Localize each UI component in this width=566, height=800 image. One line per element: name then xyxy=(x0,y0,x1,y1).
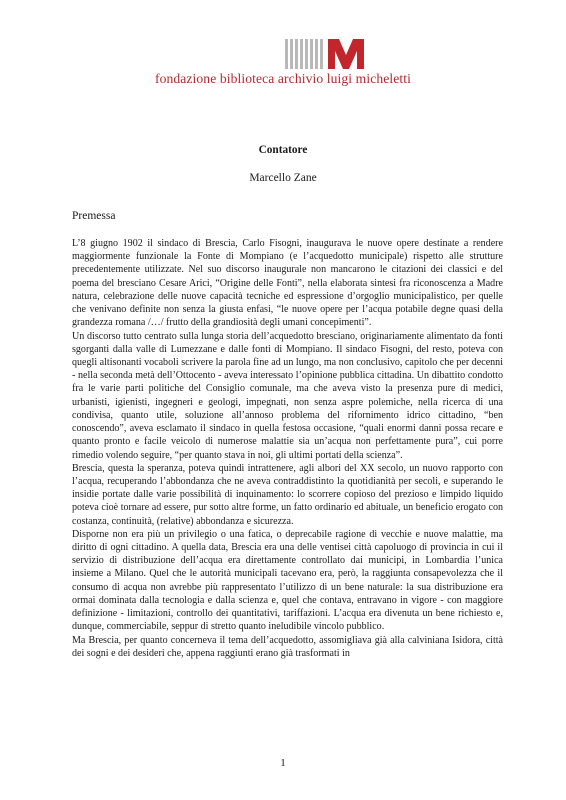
section-heading: Premessa xyxy=(72,210,116,222)
paragraph: Un discorso tutto centrato sulla lunga storia dell’acquedotto bresciano, originariamente alimentato da fonti sgorganti dalla valle di Lumezzane e dalle fonti di Mompiano. Il sindaco Fisogni, del resto, poteva con quegli altisonanti vocaboli scrivere la parola fine ad un lungo, ma non conclusivo, capitolo che per decenni - nella seconda metà dell’Ottocento - aveva interessato l’opinione pubblica cittadina. Un dibattito condotto fra le varie parti politiche del Consiglio comunale, ma che aveva visto la presenza pure di medici, urbanisti, igienisti, ingegneri e geologi, impegnati, non senza aspre polemiche, nella ricerca di una condivisa, quanto utile, soluzione all’annoso problema del rifornimento idrico cittadino, “ben conoscendo”, aveva esclamato il sindaco in quella festosa occasione, “quali enormi danni possa recare e quanto pronto e facile veicolo di numerose malattie sia un’acqua non perfettamente pura”, cui porre rimedio volendo seguire, “per quanto stava in noi, gli ultimi portati della scienza”. xyxy=(72,330,503,461)
paragraph: L’8 giugno 1902 il sindaco di Brescia, Carlo Fisogni, inaugurava le nuove opere destinate a rendere maggiormente funzionale la Fonte di Mompiano (e l’acquedotto municipale) rispetto alle strutture precedentemente utilizzate. Nel suo discorso inaugurale non mancarono le citazioni dei classici e del poema del bresciano Cesare Arici, “Origine delle Fonti”, nella elaborata sintesi fra riconoscenza a Madre natura, celebrazione delle nuove capacità tecniche ed espressione d’orgoglio municipalistico, per quelle che venivano definite non senza la giusta enfasi, “le nuove opere per l’acqua potabile degne quasi della grandezza romana /…/ frutto della grandiosità degli umani concepimenti”. xyxy=(72,238,503,329)
document-body xyxy=(72,237,503,660)
page-number: 1 xyxy=(280,757,286,769)
paragraph: Disporne non era più un privilegio o una fatica, o deprecabile ragione di vecchie e nuove malattie, ma diritto di ogni cittadino. A quella data, Brescia era una delle ventisei città capoluogo di provincia in cui il servizio di distribuzione dell’acqua era direttamente controllato dai municipi, in Lombardia l’unica insieme a Milano. Quel che le autorità municipali tacevano era, però, la raggiunta consapevolezza che il consumo di acqua non avrebbe più rappresentato l’utilizzo di un bene naturale: la sua distribuzione era ormai dominata dalla tecnologia e dalla scienza e, quel che contava, entravano in vigore - con maggiore definizione - limitazioni, controllo dei quantitativi, tariffazioni. L’acqua era divenuta un bene richiesto e, dunque, commerciabile, seppur di stretto quanto ineludibile vincolo pubblico. xyxy=(72,528,503,633)
foundation-logo-icon xyxy=(285,38,375,70)
foundation-logo xyxy=(0,38,566,108)
paragraph: Brescia, questa la speranza, poteva quindi intrattenere, agli albori del XX secolo, un nuovo rapporto con l’acqua, recuperando l’abbondanza che ne aveva contraddistinto la quotidianità per secoli, e superando le insidie portate dalle varie possibilità di inquinamento: lo scorrere copioso del prezioso e limpido liquido poteva cioè tornare ad essere, pur sotto altre forme, un fatto ordinario ed abituale, un beneficio erogato con costanza, continuità, (relative) abbondanza e sicurezza. xyxy=(72,462,503,527)
document-author: Marcello Zane xyxy=(249,172,317,184)
paragraph: Ma Brescia, per quanto concerneva il tema dell’acquedotto, assomigliava già alla calviniana Isidora, città dei sogni e dei desideri che, appena raggiunti erano già trasformati in xyxy=(72,634,503,659)
foundation-logo-text: fondazione biblioteca archivio luigi micheletti xyxy=(154,71,412,86)
document-title: Contatore xyxy=(258,144,308,156)
